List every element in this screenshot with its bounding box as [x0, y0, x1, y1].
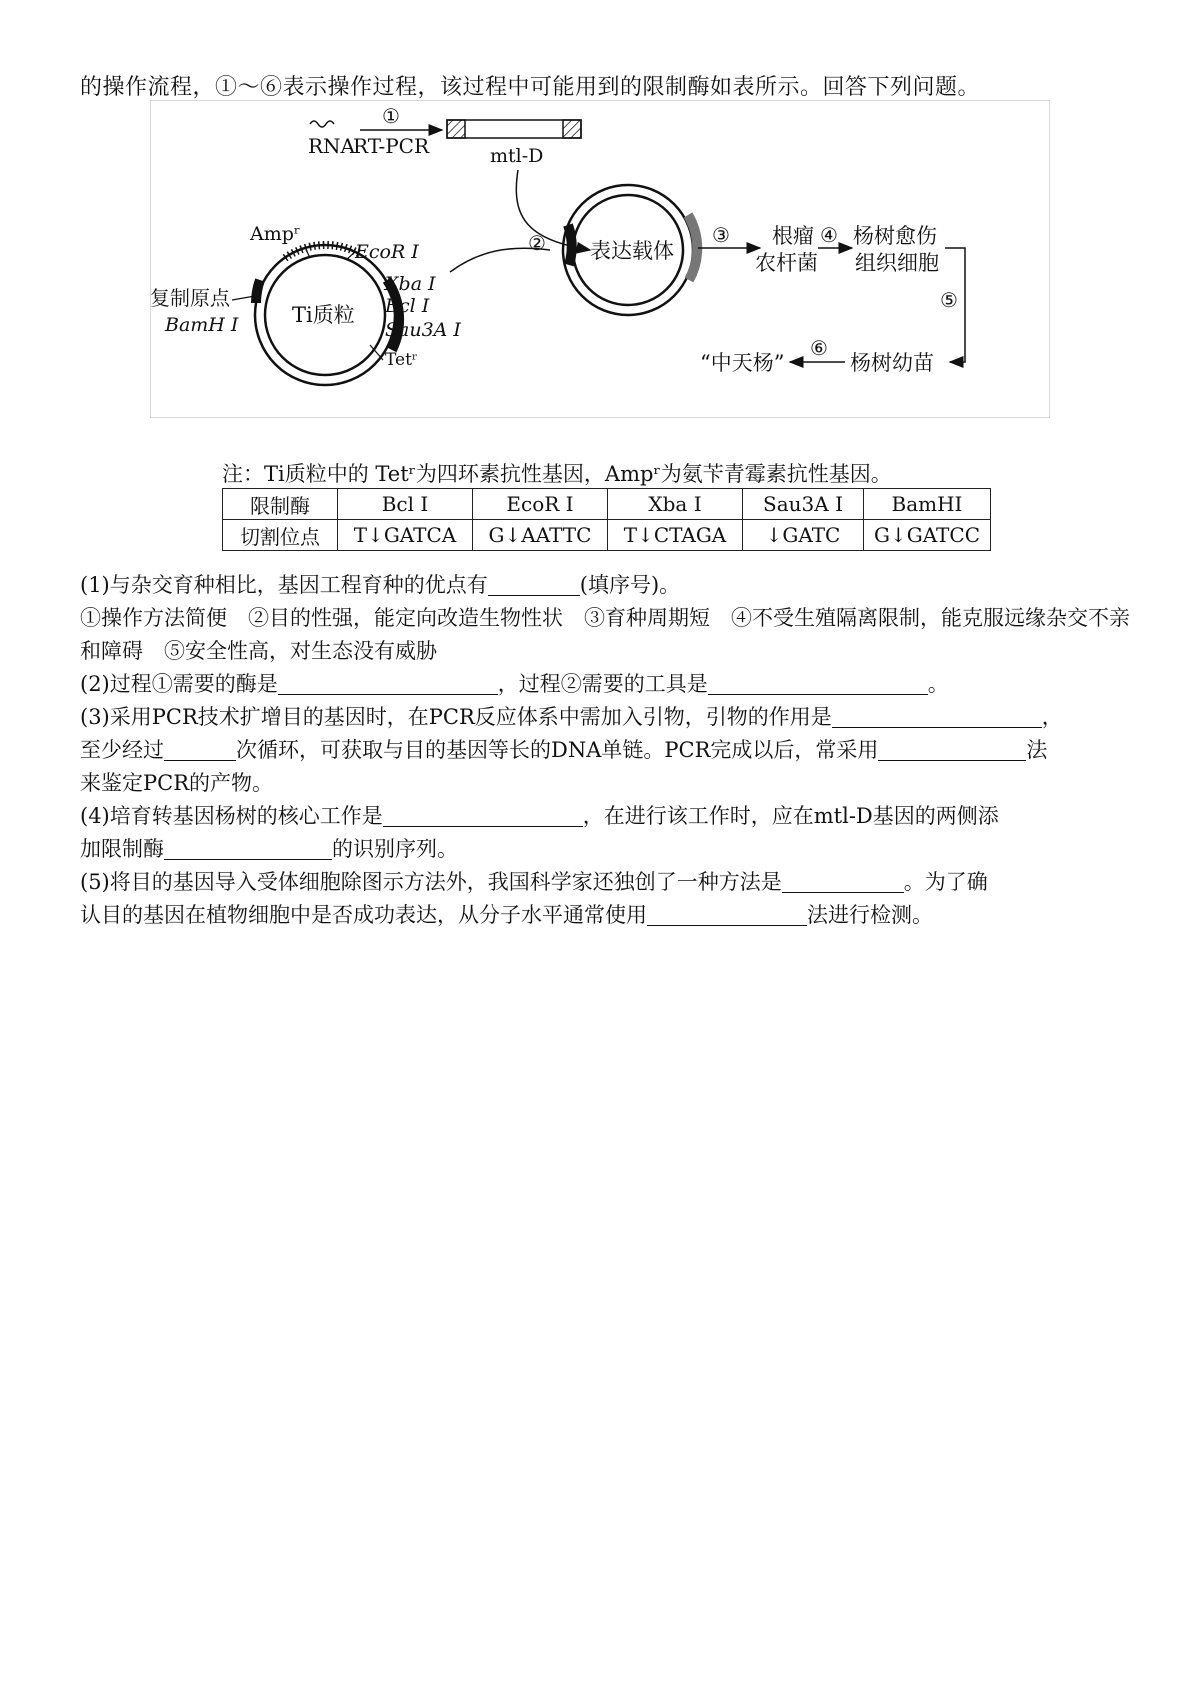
vector-tet-segment — [688, 215, 697, 280]
q4-text-2: ，在进行该工作时，应在mtl-D基因的两侧添 — [582, 804, 999, 828]
q3-blank-1[interactable] — [832, 705, 1042, 728]
callus-label-1: 杨树愈伤 — [853, 224, 937, 248]
site-cell: ↓GATC — [743, 520, 864, 551]
question-5 — [80, 866, 1130, 932]
ori-label: 复制原点 — [150, 286, 230, 310]
vector-label: 表达载体 — [590, 239, 674, 263]
bcl-label: Bcl Ⅰ — [385, 295, 430, 317]
q2-text: (2)过程①需要的酶是 — [80, 672, 278, 696]
q2-blank-2[interactable] — [708, 672, 928, 695]
q2-end: 。 — [927, 672, 949, 696]
site-cell: T↓GATCA — [338, 520, 473, 551]
question-2 — [80, 668, 1130, 701]
gene-bar — [447, 120, 581, 138]
q5-text-2: 。为了确 — [903, 870, 988, 894]
step3-label: ③ — [712, 223, 730, 247]
q3-blank-3[interactable] — [878, 738, 1026, 761]
q3-text-5: 来鉴定PCR的产物。 — [80, 771, 274, 795]
q5-text: (5)将目的基因导入受体细胞除图示方法外，我国科学家还独创了一种方法是 — [80, 870, 782, 894]
enzyme-cell: Xba Ⅰ — [608, 489, 743, 520]
intro-text: 的操作流程，①～⑥表示操作过程，该过程中可能用到的限制酶如表所示。回答下列问题。 — [80, 75, 981, 100]
xba-label: Xba Ⅰ — [385, 273, 436, 295]
q4-blank-1[interactable] — [383, 804, 583, 827]
ori-segment — [256, 280, 260, 303]
q4-text-4: 的识别序列。 — [332, 837, 458, 861]
site-cell: G↓GATCC — [864, 520, 991, 551]
enzyme-cell: Sau3A Ⅰ — [743, 489, 864, 520]
vector-gene-segment — [568, 225, 572, 265]
rna-label: RNA — [308, 134, 356, 158]
bamh-label: BamH Ⅰ — [165, 314, 239, 336]
q3-blank-2[interactable] — [164, 738, 236, 761]
question-4 — [80, 800, 1130, 866]
step6-label: ⑥ — [810, 336, 828, 360]
q2-blank-1[interactable] — [278, 672, 498, 695]
sau-label: Sau3A Ⅰ — [385, 319, 461, 341]
ti-plasmid-label: Ti质粒 — [292, 303, 355, 327]
q1-text: (1)与杂交育种相比，基因工程育种的优点有 — [80, 573, 488, 597]
step1-label: ① — [382, 104, 400, 128]
step5-label: ⑤ — [940, 288, 958, 312]
q4-text-3: 加限制酶 — [80, 837, 164, 861]
figure-note: 注：Ti质粒中的 Tetʳ为四环素抗性基因，Ampʳ为氨苄青霉素抗性基因。 — [222, 462, 892, 486]
zhongtianyang-label: “中天杨” — [700, 351, 785, 375]
q1-blank[interactable] — [488, 573, 580, 596]
enzyme-cell: Bcl Ⅰ — [338, 489, 473, 520]
step4-label: ④ — [820, 223, 838, 247]
q5-text-3: 认目的基因在植物细胞中是否成功表达，从分子水平通常使用 — [80, 903, 647, 927]
site-cell: T↓CTAGA — [608, 520, 743, 551]
q3-comma: ， — [1041, 705, 1063, 729]
q3-text: (3)采用PCR技术扩增目的基因时，在PCR反应体系中需加入引物，引物的作用是 — [80, 705, 832, 729]
amp-label: Ampʳ — [250, 223, 301, 245]
step2-label: ② — [528, 231, 546, 255]
q2-text-2: ，过程②需要的工具是 — [497, 672, 708, 696]
question-1 — [80, 569, 1130, 668]
gene-bar-right-end — [563, 120, 581, 138]
q5-text-4: 法进行检测。 — [807, 903, 933, 927]
seedling-label: 杨树幼苗 — [850, 351, 934, 375]
table-row — [223, 489, 991, 520]
gene-bar-left-end — [447, 120, 465, 138]
question-3 — [80, 701, 1130, 800]
flow-diagram — [150, 100, 1050, 418]
q3-text-2: 至少经过 — [80, 738, 164, 762]
gene-label: mtl-D — [490, 145, 544, 167]
rt-pcr-label: RT-PCR — [353, 134, 430, 158]
table-header-cell: 限制酶 — [223, 489, 338, 520]
q1-suffix: (填序号)。 — [579, 573, 681, 597]
q4-blank-2[interactable] — [164, 837, 332, 860]
q3-text-4: 法 — [1026, 738, 1048, 762]
enzyme-cell: BamHI — [864, 489, 991, 520]
table-row-label: 切割位点 — [223, 520, 338, 551]
callus-label-2: 组织细胞 — [855, 251, 939, 275]
ecor-label: EcoR Ⅰ — [355, 241, 419, 263]
ecor-pointer — [346, 252, 355, 260]
agro-label-1: 根瘤 — [772, 224, 814, 248]
q5-blank-2[interactable] — [647, 903, 807, 926]
site-cell: G↓AATTC — [473, 520, 608, 551]
table-row — [223, 520, 991, 551]
q3-text-3: 次循环，可获取与目的基因等长的DNA单链。PCR完成以后，常采用 — [236, 738, 879, 762]
agro-label-2: 农杆菌 — [755, 251, 818, 275]
q5-blank-1[interactable] — [782, 870, 904, 893]
diagram-svg — [150, 100, 1050, 418]
enzyme-cell: EcoR Ⅰ — [473, 489, 608, 520]
enzyme-table — [222, 488, 991, 551]
tet-label: Tetʳ — [385, 350, 418, 370]
q4-text: (4)培育转基因杨树的核心工作是 — [80, 804, 383, 828]
rna-wave-icon — [310, 121, 334, 127]
q1-options: ①操作方法简便 ②目的性强，能定向改造生物性状 ③育种周期短 ④不受生殖隔离限制，能克服远缘杂交不亲和障碍 ⑤安全性高，对生态没有威胁 — [80, 606, 1130, 663]
